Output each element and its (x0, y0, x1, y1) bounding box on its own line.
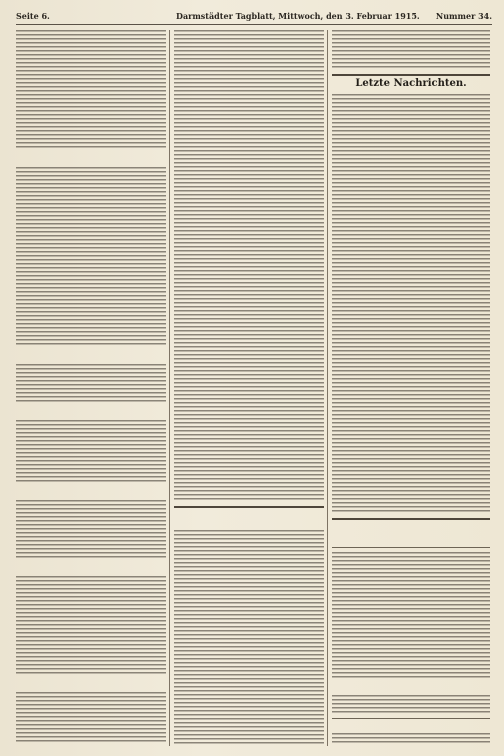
section-rule (332, 74, 490, 76)
text-block (332, 94, 490, 512)
text-block (174, 30, 324, 500)
text-block (174, 530, 324, 744)
section-heading-latest-news: Letzte Nachrichten. (355, 78, 467, 89)
column-3 (332, 30, 490, 746)
text-block (16, 500, 166, 560)
text-block (332, 733, 490, 743)
column-1 (16, 30, 166, 746)
text-block (16, 692, 166, 744)
page-number: Seite 6. (16, 11, 50, 21)
section-rule (332, 518, 490, 520)
column-rule (327, 30, 328, 746)
text-block (16, 30, 166, 150)
text-block (16, 576, 166, 676)
text-block (332, 552, 490, 678)
text-block (332, 30, 490, 70)
column-2 (174, 30, 324, 746)
section-rule (332, 547, 490, 548)
column-rule (169, 30, 170, 746)
text-block (16, 167, 166, 347)
page-header (16, 10, 492, 25)
section-rule (174, 506, 324, 508)
newspaper-title-line: Darmstädter Tagblatt, Mittwoch, den 3. Februar 1915. (176, 11, 420, 21)
text-block (16, 420, 166, 484)
issue-number: Nummer 34. (435, 11, 492, 21)
text-block (16, 364, 166, 404)
text-block (332, 695, 490, 715)
section-rule (332, 718, 490, 719)
